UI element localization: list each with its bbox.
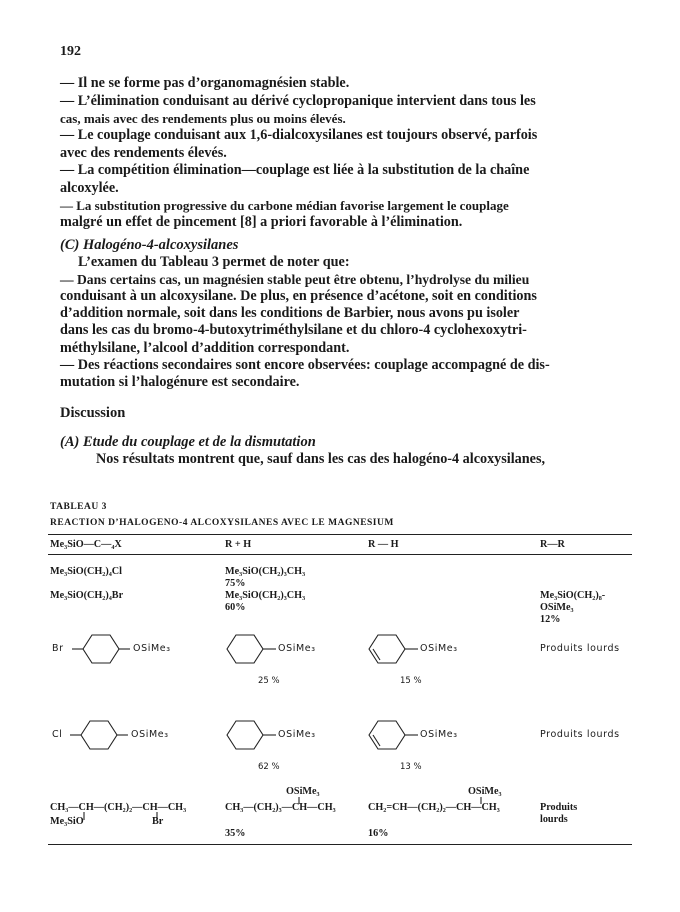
paragraph-line: L’examen du Tableau 3 permet de noter que:	[78, 254, 350, 270]
table-cell-yield: 13 %	[400, 762, 422, 772]
table-cell: Me₃SiO(CH₂)₃CH₃	[225, 566, 306, 577]
paragraph-line: — Il ne se forme pas d’organomagnésien stable.	[60, 75, 350, 91]
table-cell: Produits lourds	[540, 643, 620, 654]
paragraph-line: Nos résultats montrent que, sauf dans les cas des halogéno-4 alcoxysilanes,	[96, 451, 546, 467]
table-rule-top	[48, 534, 632, 535]
cyclohexene-ring-structure	[366, 718, 426, 752]
paragraph-line: — Le couplage conduisant aux 1,6-dialcoxysilanes est toujours observé, parfois	[60, 127, 538, 143]
table-cell: OSiMe₃	[540, 602, 574, 613]
paragraph-line: malgré un effet de pincement [8] a priori favorable à l’élimination.	[60, 214, 463, 230]
table-header-rr: R—R	[540, 539, 565, 550]
table-cell-yield: 62 %	[258, 762, 280, 772]
paragraph-line: d’addition normale, soit dans les conditions de Barbier, nous avons pu isoler	[60, 305, 520, 321]
table-cell: Produits lourds	[540, 729, 620, 740]
table-label: TABLEAU 3	[50, 502, 107, 512]
table-cell: 60%	[225, 602, 246, 613]
table-header-r-minus-h: R — H	[368, 539, 399, 550]
paragraph-line: alcoxylée.	[60, 180, 119, 196]
table-header-substrate: Me₃SiO—C—₄X	[50, 539, 122, 550]
table-cell: Me₃SiO(CH₂)₈-	[540, 590, 606, 601]
discussion-heading: Discussion	[60, 405, 126, 421]
table-cell-yield: 15 %	[400, 676, 422, 686]
paragraph-line: — La substitution progressive du carbone médian favorise largement le couplage	[60, 198, 509, 213]
cyclohexane-ring-structure	[224, 632, 284, 666]
cyclohexene-ring-structure	[366, 632, 426, 666]
table-rule-header	[48, 554, 632, 555]
table-cell: 12%	[540, 614, 561, 625]
paragraph-line: conduisant à un alcoxysilane. De plus, en présence d’acétone, soit en conditions	[60, 288, 537, 304]
table-cell: Me₃SiO(CH₂)₃CH₃	[225, 590, 306, 601]
paragraph-line: — Dans certains cas, un magnésien stable peut être obtenu, l’hydrolyse du milieu	[60, 272, 530, 287]
table-cell-osime3: OSiMe₃	[131, 729, 169, 740]
table-cell-osime3: OSiMe₃	[420, 643, 458, 654]
paragraph-line: cas, mais avec des rendements plus ou moins élevés.	[60, 111, 346, 126]
table-cell-osime3: OSiMe₃	[133, 643, 171, 654]
page-number: 192	[60, 44, 81, 59]
table-cell: CH₂=CH—(CH₂)₂—CH—CH₃	[368, 802, 500, 813]
paragraph-line: mutation si l’halogénure est secondaire.	[60, 374, 300, 390]
table-cell-osime3: OSiMe₃	[278, 729, 316, 740]
table-cell: Me₃SiO(CH₂)₄Cl	[50, 566, 122, 577]
paragraph-line: dans les cas du bromo-4-butoxytriméthylsilane et du chloro-4 cyclohexoxytri-	[60, 322, 527, 338]
table-cell-x: Cl	[52, 729, 63, 740]
table-cell: OSiMe₃	[468, 786, 502, 797]
cyclohexane-ring-structure	[72, 632, 132, 666]
table-cell-x: Br	[52, 643, 64, 654]
cyclohexane-ring-structure	[70, 718, 130, 752]
table-cell: 75%	[225, 578, 246, 589]
paragraph-line: méthylsilane, l’alcool d’addition correspondant.	[60, 340, 350, 356]
table-cell: Br	[152, 816, 164, 827]
table-cell: 35%	[225, 828, 246, 839]
paragraph-line: avec des rendements élevés.	[60, 145, 227, 161]
table-cell-osime3: OSiMe₃	[278, 643, 316, 654]
cyclohexane-ring-structure	[224, 718, 284, 752]
section-heading: (C) Halogéno-4-alcoxysilanes	[60, 237, 239, 253]
table-cell: OSiMe₃	[286, 786, 320, 797]
paragraph-line: — La compétition élimination—couplage est liée à la substitution de la chaîne	[60, 162, 530, 178]
table-header-rh: R + H	[225, 539, 252, 550]
table-cell: Me₃SiO	[50, 816, 84, 827]
paragraph-line: — Des réactions secondaires sont encore observées: couplage accompagné de dis-	[60, 357, 550, 373]
table-cell: Produits	[540, 802, 578, 813]
table-cell: lourds	[540, 814, 568, 825]
substituent-bonds	[80, 810, 190, 822]
table-cell: CH₃—(CH₂)₃—CH—CH₃	[225, 802, 336, 813]
table-cell-osime3: OSiMe₃	[420, 729, 458, 740]
table-cell: CH₃—CH—(CH₂)₂—CH—CH₃	[50, 802, 187, 813]
paragraph-line: — L’élimination conduisant au dérivé cyclopropanique intervient dans tous les	[60, 93, 536, 109]
table-title: REACTION D’HALOGENO-4 ALCOXYSILANES AVEC LE MAGNESIUM	[50, 518, 394, 528]
table-cell: Me₃SiO(CH₂)₄Br	[50, 590, 124, 601]
table-cell-yield: 25 %	[258, 676, 280, 686]
table-cell: 16%	[368, 828, 389, 839]
table-rule-bottom	[48, 844, 632, 845]
subsection-heading: (A) Etude du couplage et de la dismutation	[60, 434, 316, 450]
